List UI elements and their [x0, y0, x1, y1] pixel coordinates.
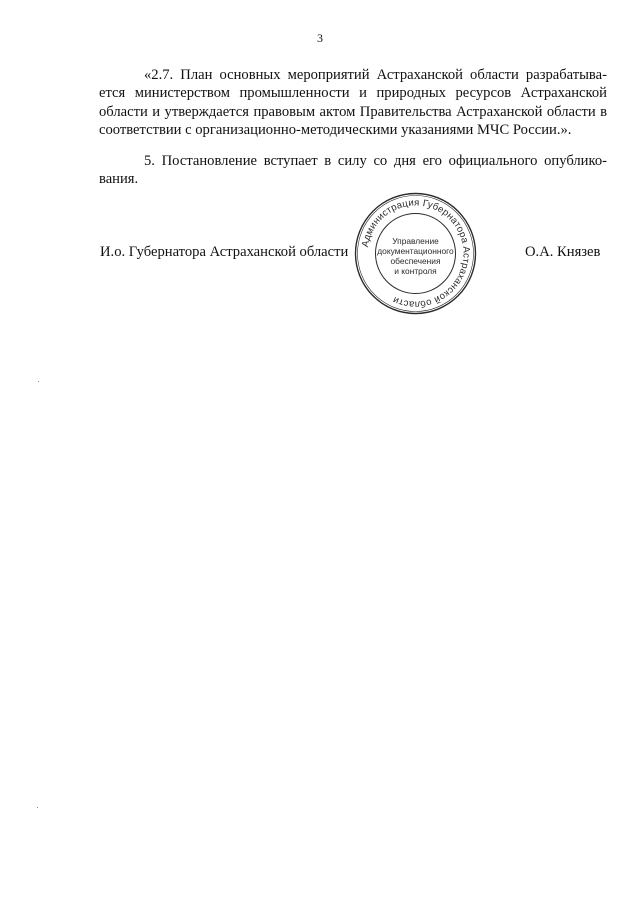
seal-center-line-3: обеспечения — [390, 256, 441, 266]
scan-speck — [37, 807, 38, 808]
seal-center-line-4: и контроля — [394, 266, 437, 276]
signatory-position: И.о. Губернатора Астраханской области — [100, 244, 349, 260]
scan-speck — [38, 381, 39, 382]
seal-center-line-2: документационного — [377, 246, 454, 256]
paragraph-2-7: «2.7. План основных мероприятий Астраханской области разрабатывается министерством промышленности и природных ресурсов Астраханской области и утверждается правовым актом Правительства Астраханской области в соответствии с организационно-методическими указаниями МЧС России.». — [99, 67, 607, 139]
signatory-name: О.А. Князев — [525, 244, 601, 260]
seal-ring-text: Администрация Губернатора Астраханской области — [359, 197, 472, 310]
seal-center-line-1: Управление — [392, 236, 439, 246]
official-seal — [353, 191, 478, 316]
paragraph-5-effective-date: 5. Постановление вступает в силу со дня его официального опубликования. — [99, 153, 607, 188]
page-number: 3 — [317, 31, 323, 45]
